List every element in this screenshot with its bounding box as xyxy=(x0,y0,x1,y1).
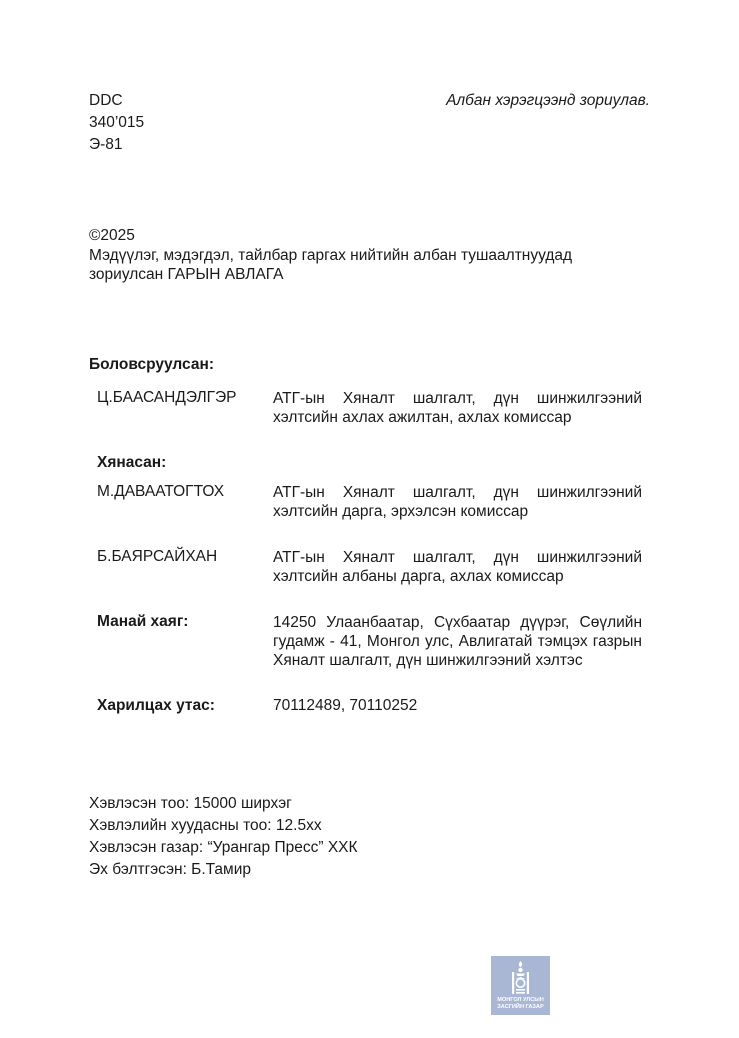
prepared-heading: Боловсруулсан: xyxy=(89,356,214,373)
address-text: 14250 Улаанбаатар, Сүхбаатар дүүрэг, Сөүлийн гудамж - 41, Монгол улс, Авлигатай тэмцэх газрын Хяналт шалгалт, дүн шинжилгээний хэлтэс xyxy=(273,614,642,669)
print-run: Хэвлэсэн тоо: 15000 ширхэг xyxy=(89,795,292,812)
prepress: Эх бэлтгэсэн: Б.Тамир xyxy=(89,861,251,878)
prepared-name: Ц.БААСАНДЭЛГЭР xyxy=(97,389,237,406)
prepared-role: АТГ-ын Хяналт шалгалт, дүн шинжилгээний хэлтсийн ахлах ажилтан, ахлах комиссар xyxy=(273,390,642,426)
address-label: Манай хаяг: xyxy=(97,613,189,630)
ddc-number: 340’015 xyxy=(89,114,145,131)
phone-numbers: 70112489, 70110252 xyxy=(273,697,418,714)
catalog-code: Э-81 xyxy=(89,136,123,153)
copyright-block xyxy=(89,226,572,284)
reviewer-name: Б.БАЯРСАЙХАН xyxy=(97,548,218,565)
reviewer-role: АТГ-ын Хяналт шалгалт, дүн шинжилгээний хэлтсийн дарга, эрхэлсэн комиссар xyxy=(273,484,642,520)
logo-caption-line2: ЗАСГИЙН ГАЗАР xyxy=(497,1004,544,1010)
ddc-label: DDC xyxy=(89,92,123,109)
printer: Хэвлэсэн газар: “Урангар Пресс” ХХК xyxy=(89,839,358,856)
reviewer-role: АТГ-ын Хяналт шалгалт, дүн шинжилгээний хэлтсийн албаны дарга, ахлах комиссар xyxy=(273,549,642,585)
soyombo-emblem-icon xyxy=(491,958,550,998)
classification-block xyxy=(89,90,144,156)
copyright-year: ©2025 xyxy=(89,227,135,244)
print-info xyxy=(89,793,358,881)
reviewer-name: М.ДАВААТОГТОХ xyxy=(97,483,225,500)
phone-label: Харилцах утас: xyxy=(97,697,215,714)
handbook-title-line1: Мэдүүлэг, мэдэгдэл, тайлбар гаргах нийтийн албан тушаалтнуудад xyxy=(89,247,573,264)
official-use-note: Албан хэрэгцээнд зориулав. xyxy=(446,92,650,109)
page-count: Хэвлэлийн хуудасны тоо: 12.5хх xyxy=(89,817,322,834)
handbook-title-line2: зориулсан ГАРЫН АВЛАГА xyxy=(89,266,284,283)
reviewed-heading: Хянасан: xyxy=(97,454,167,471)
government-logo xyxy=(491,956,550,1015)
logo-caption-line1: МОНГОЛ УЛСЫН xyxy=(497,997,544,1003)
